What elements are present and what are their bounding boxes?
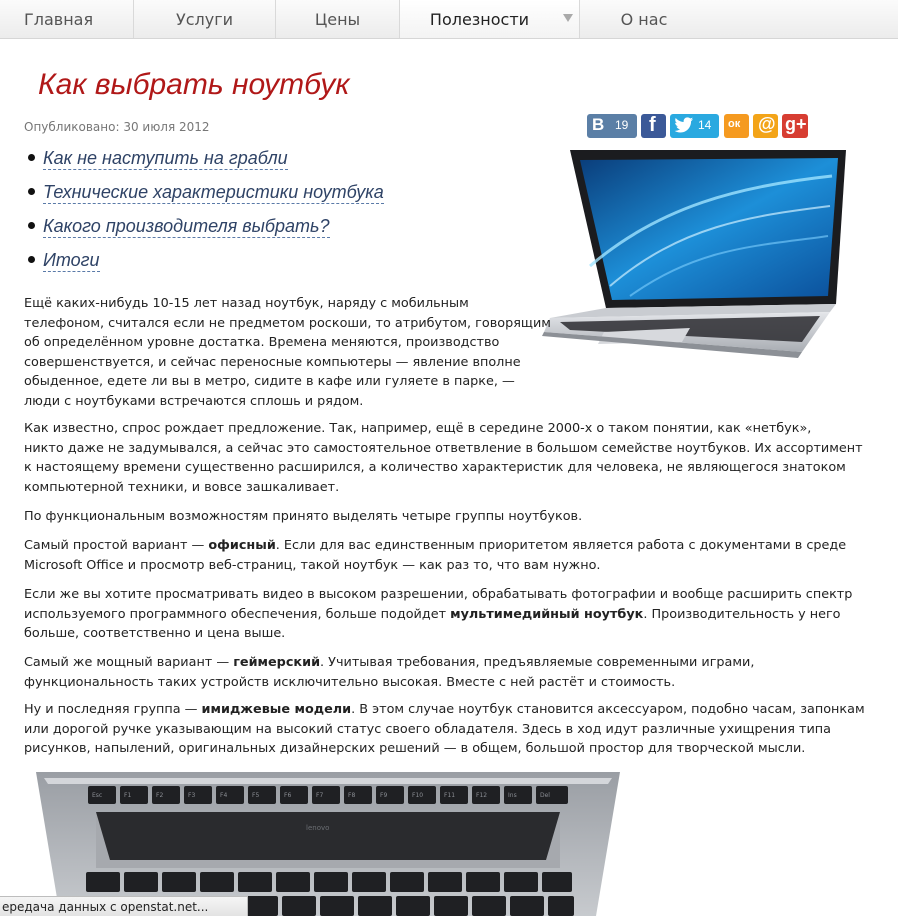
- share-facebook-button[interactable]: [641, 114, 666, 138]
- laptop-image: [540, 146, 850, 394]
- key-label: F4: [220, 792, 228, 799]
- toc-link[interactable]: Какого производителя выбрать?: [43, 216, 330, 236]
- paragraph-office: Самый простой вариант — офисный. Если для вас единственным приоритетом является работа с документами в среде Microsoft Office и просмотр веб-страниц, такой ноутбук — как раз то, что вам нужно.: [24, 538, 847, 573]
- paragraph-demand: Как известно, спрос рождает предложение. Так, например, ещё в середине 2000-х о таком понятии, как «нетбук», никто даже не задумывался, а сейчас это самостоятельное ответвление в большом семействе ноутбуков. Их ассортимент к настоящему времени существенно расширился, а количество характеристик для человека, не являющегося знатоком компьютерной техники, и вовсе зашкаливает.: [24, 421, 863, 495]
- top-navigation: [0, 0, 898, 39]
- published-date: Опубликовано: 30 июля 2012: [24, 120, 210, 134]
- toc-item[interactable]: [28, 216, 330, 237]
- nav-item-services[interactable]: Услуги: [134, 0, 276, 38]
- key-label: F11: [444, 792, 456, 799]
- vk-share-count: 19: [615, 118, 629, 132]
- nav-item-useful[interactable]: [400, 0, 580, 38]
- key-label: Del: [540, 792, 550, 799]
- toc-link[interactable]: Технические характеристики ноутбука: [43, 182, 384, 202]
- toc-link[interactable]: Как не наступить на грабли: [43, 148, 288, 168]
- toc-item[interactable]: [28, 250, 100, 271]
- key-label: F8: [348, 792, 356, 799]
- bullet-icon: [28, 188, 35, 195]
- share-odnoklassniki-button[interactable]: [724, 114, 749, 138]
- key-label: F3: [188, 792, 196, 799]
- key-label: Ins: [508, 792, 517, 799]
- odnoklassniki-icon: ок: [728, 118, 741, 130]
- toc-item[interactable]: [28, 182, 384, 203]
- key-label: F9: [380, 792, 388, 799]
- twitter-bird-icon: [674, 117, 694, 134]
- bullet-icon: [28, 256, 35, 263]
- share-vk-button[interactable]: [587, 114, 637, 138]
- share-googleplus-button[interactable]: [782, 114, 808, 138]
- nav-item-useful-label: Полезности: [429, 10, 530, 29]
- browser-status-bar: ередача данных с openstat.net...: [0, 896, 248, 916]
- share-mailru-button[interactable]: [753, 114, 778, 138]
- paragraph-groups: По функциональным возможностям принято выделять четыре группы ноутбуков.: [24, 509, 583, 524]
- dropdown-chevron-icon[interactable]: [563, 14, 573, 22]
- paragraph-image-models: Ну и последняя группа — имиджевые модели. В этом случае ноутбук становится аксессуаром, подобно часам, запонкам или дорогой ручке указывающим на высокий статус своего обладателя. Здесь в ход идут различные ухищрения типа рисунков, напылений, оригинальных дизайнерских решений — в общем, большой простор для творческой мысли.: [24, 702, 865, 756]
- toc-item[interactable]: [28, 148, 288, 169]
- key-label: F7: [316, 792, 324, 799]
- share-twitter-button[interactable]: [670, 114, 719, 138]
- bullet-icon: [28, 222, 35, 229]
- facebook-icon: f: [649, 114, 656, 136]
- nav-item-home[interactable]: Главная: [0, 0, 134, 38]
- key-label: F6: [284, 792, 292, 799]
- key-label: Esc: [92, 792, 103, 799]
- laptop-keyboard-image: [36, 770, 620, 916]
- paragraph-gaming: Самый же мощный вариант — геймерский. Учитывая требования, предъявляемые современными играми, функциональность таких устройств исключительно высокая. Вместе с ней растёт и стоимость.: [24, 655, 755, 690]
- toc-link[interactable]: Итоги: [43, 250, 100, 270]
- page-title: Как выбрать ноутбук: [38, 68, 350, 101]
- bullet-icon: [28, 154, 35, 161]
- key-label: F5: [252, 792, 260, 799]
- brand-label: lenovo: [306, 824, 330, 832]
- paragraph-intro: Ещё каких-нибудь 10-15 лет назад ноутбук, наряду с мобильным телефоном, считался если не предметом роскоши, то атрибутом, говорящим об определённом уровне достатка. Времена меняются, производство совершенствуется, и сейчас переносные компьютеры — явление вполне обыденное, едете ли вы в метро, сидите в кафе или гуляете в парке, — люди с ноутбуками встречаются сплошь и рядом.: [24, 296, 551, 409]
- paragraph-multimedia: Если же вы хотите просматривать видео в высоком разрешении, обрабатывать фотографии и вообще расширить спектр используемого программного обеспечения, больше подойдет мультимедийный ноутбук. Производительность у него больше, соответственно и цена выше.: [24, 587, 853, 641]
- twitter-share-count: 14: [698, 118, 712, 132]
- key-label: F10: [412, 792, 424, 799]
- key-label: F2: [156, 792, 164, 799]
- mailru-icon: @: [758, 114, 776, 134]
- nav-item-about[interactable]: О нас: [620, 10, 668, 29]
- googleplus-icon: g+: [785, 114, 807, 134]
- vk-icon: В: [592, 115, 605, 134]
- nav-item-prices[interactable]: Цены: [276, 0, 400, 38]
- key-label: F12: [476, 792, 488, 799]
- key-label: F1: [124, 792, 132, 799]
